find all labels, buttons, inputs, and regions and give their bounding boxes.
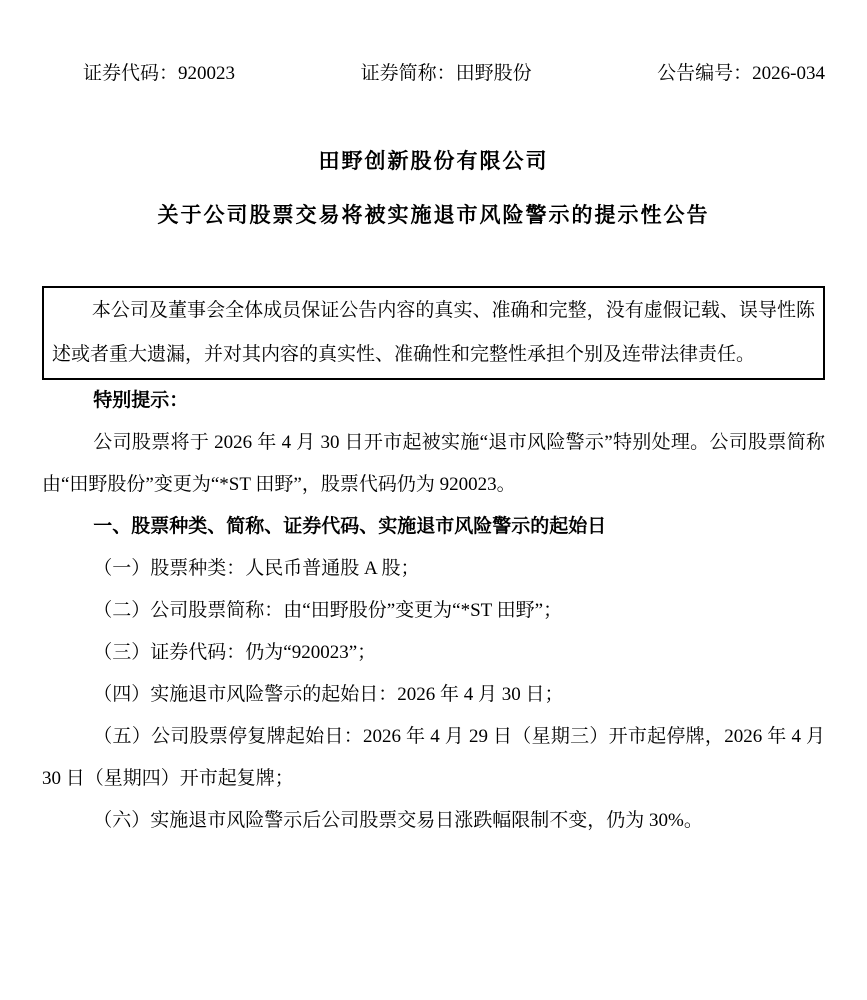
stock-code-value: 920023 [178, 63, 236, 84]
announcement-item-5: （五）公司股票停复牌起始日：2026 年 4 月 29 日（星期三）开市起停牌，2026 年 4 月 30 日（星期四）开市起复牌； [42, 726, 825, 789]
section-one-heading: 一、股票种类、简称、证券代码、实施退市风险警示的起始日 [93, 516, 607, 537]
special-notice-paragraph: 公司股票将于 2026 年 4 月 30 日开市起被实施“退市风险警示”特别处理。公司股票简称由“田野股份”变更为“*ST 田野”，股票代码仍为 920023。 [42, 432, 825, 495]
announcement-number-value: 2026-034 [752, 63, 825, 84]
stock-abbr-value: 田野股份 [455, 63, 532, 84]
company-name-title: 田野创新股份有限公司 [318, 149, 549, 173]
announcement-item-2: （二）公司股票简称：由“田野股份”变更为“*ST 田野”； [93, 600, 563, 621]
announcement-item-3: （三）证券代码：仍为“920023”； [93, 642, 377, 663]
stock-code-label: 证券代码： [83, 63, 179, 84]
announcement-number [657, 62, 825, 86]
stock-code [83, 62, 235, 86]
stock-abbr-label: 证券简称： [360, 63, 456, 84]
disclaimer-text: 本公司及董事会全体成员保证公告内容的真实、准确和完整，没有虚假记载、误导性陈述或者重大遗漏，并对其内容的真实性、准确性和完整性承担个别及连带法律责任。 [52, 300, 815, 365]
document-header [83, 62, 825, 86]
announcement-document [0, 62, 867, 1000]
announcement-item-1: （一）股票种类：人民币普通股 A 股； [93, 558, 420, 579]
disclaimer-box [42, 286, 825, 380]
announcement-title: 关于公司股票交易将被实施退市风险警示的提示性公告 [157, 203, 710, 227]
special-notice-heading: 特别提示： [93, 390, 189, 411]
announcement-item-6: （六）实施退市风险警示后公司股票交易日涨跌幅限制不变，仍为 30%。 [93, 810, 703, 831]
announcement-item-4: （四）实施退市风险警示的起始日：2026 年 4 月 30 日； [93, 684, 564, 705]
stock-abbr [361, 62, 532, 86]
announcement-number-label: 公告编号： [657, 63, 753, 84]
document-page [0, 62, 867, 842]
